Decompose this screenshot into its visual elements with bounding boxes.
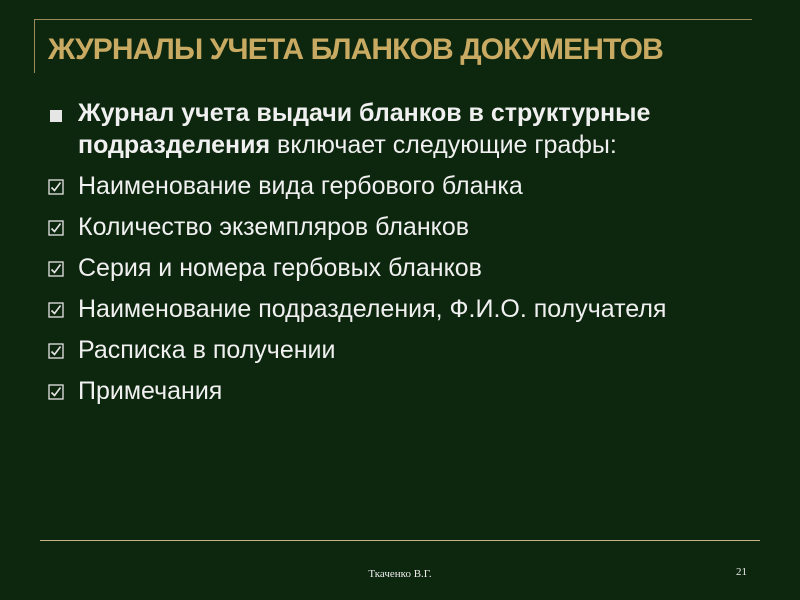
list-item — [46, 334, 706, 366]
lead-rest-text: включает следующие графы: — [270, 131, 617, 159]
checkbox-checked-icon — [48, 220, 64, 236]
checkbox-checked-icon — [48, 384, 64, 400]
title-rule-top — [34, 19, 752, 20]
page-number: 21 — [736, 566, 747, 578]
lead-bold-text: Журнал учета выдачи бланков в структурные подразделения — [78, 99, 651, 159]
list-item-text: Количество экземпляров бланков — [78, 213, 470, 241]
list-item-text: Расписка в получении — [78, 336, 336, 364]
checkbox-checked-icon — [48, 343, 64, 359]
bullet-list — [46, 97, 706, 416]
list-item — [46, 170, 706, 202]
checkbox-checked-icon — [48, 179, 64, 195]
list-item-text: Наименование подразделения, Ф.И.О. получателя — [78, 295, 667, 323]
footer-author: Ткаченко В.Г. — [368, 568, 432, 580]
square-bullet-icon — [50, 110, 62, 122]
list-item — [46, 252, 706, 284]
title-rule-left — [34, 19, 35, 73]
list-item — [46, 211, 706, 243]
slide-title: ЖУРНАЛЫ УЧЕТА БЛАНКОВ ДОКУМЕНТОВ — [48, 33, 663, 66]
checkbox-checked-icon — [48, 261, 64, 277]
list-item-text: Примечания — [78, 377, 223, 405]
list-item — [46, 375, 706, 407]
checkbox-checked-icon — [48, 302, 64, 318]
list-item-text: Наименование вида гербового бланка — [78, 172, 523, 200]
lead-item — [46, 97, 706, 161]
footer-rule — [40, 540, 760, 541]
list-item-text: Серия и номера гербовых бланков — [78, 254, 482, 282]
list-item — [46, 293, 706, 325]
